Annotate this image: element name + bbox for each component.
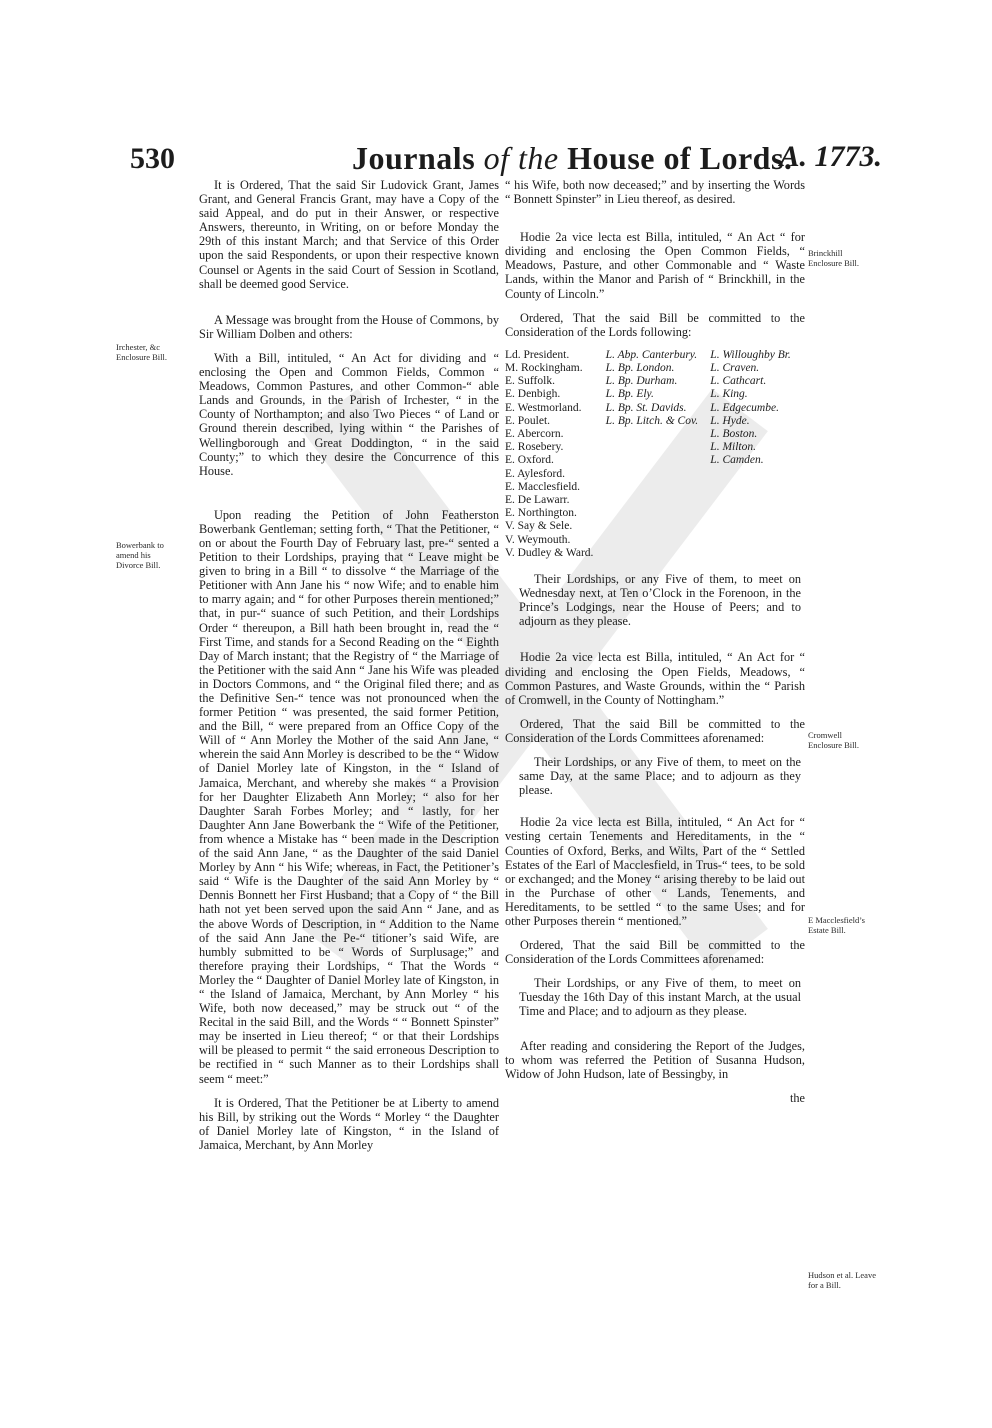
paragraph: Their Lordships, or any Five of them, to meet on the same Day, at the same Place; and to adjourn as they please.: [519, 755, 801, 798]
lord-name: L. Camden.: [710, 454, 764, 467]
lord-name: V. Say & Sele.: [505, 520, 573, 533]
lord-name: L. King.: [710, 388, 748, 401]
margin-note-cromwell: Cromwell Enclosure Bill.: [808, 730, 859, 750]
lord-name: E. Westmorland.: [505, 401, 582, 414]
lord-name: E. Northington.: [505, 507, 577, 520]
paragraph: With a Bill, intituled, “ An Act for dividing and “ enclosing the Open and Common Fields, Common “ Meadows, Common Pastures, and other Common-“ able Lands and Grounds, in the Parish of Irchester, “ in the County of Northampton; and also Two Pieces “ of Land or Ground therein described, lying within “ the Parishes of Wellingborough and Great Doddington, “ in the said County;” to which they desire the Concurrence of this House.: [199, 350, 499, 478]
paragraph: Upon reading the Petition of John Featherston Bowerbank Gentleman; setting forth, “ That the Petitioner, “ on or about the Fourth Day of February last, pre-“ sented a Petition to their Lordships, praying that “ Leave might be given to bring in a Bill “ to dissolve “ the Marriage of the Petitioner with Ann Jane his “ now Wife; and to enable him to marry again; and “ for other Purposes therein mentioned;” that, in pur-“ suance of such Petition, and their Lordships Order “ thereupon, a Bill hath been brought in, read the “ First Time, and stands for a Second Reading on the “ Eighth Day of March instant; that the Registry of “ the Marriage of the Petitioner with the said Ann “ Jane his Wife was pleaded in Doctors Commons, and “ the Original filed there; and as the Definitive Sen-“ tence was not pronounced when the former Petition “ was presented, the said former Petition, and the Bill, “ were prepared from an Office Copy of the Will of “ Ann Morley the Mother of the said Ann Jane, “ wherein the said Ann Morley is described to be the “ Widow of Daniel Morley late of Kingston, in the “ Island of Jamaica, Merchant, and whereby she makes “ a Provision for her Daughter Elizabeth Ann Morley; “ also for her Daughter Sarah Forbes Morley; and “ lastly, for her Daughter Ann Jane Bowerbank the “ Wife of the Petitioner, from whence a Mistake has “ been made in the Description of the said Ann Jane, “ as the Daughter of the said Daniel Morley by Ann “ his Wife; whereas, in Fact, the Petitioner’s said “ Wife is the Daughter of the said Ann Morley by “ Dennis Bonnett her First Husband; that a Copy of “ the Bill hath not yet been served upon the said Ann “ Jane, and as the above Words of Description, in “ Addition to the Name of the said Ann Jane the Pe-“ titioner’s said Wife, are humbly submitted to be “ Words of Surplusage;” and therefore praying their Lordships, “ That the Words “ Morley the “ Daughter of Daniel Morley late of Kingston, in “ the Island of Jamaica, Merchant, by Ann Morley “ his Wife, both now deceased,” may be struck out “ of the Recital in the said Bill, and the Words “ “ Bonnett Spinster” may be inserted in Lieu thereof; “ or that their Lordships will be pleased to permit “ the said erroneous Description to be rectified in “ such Manner as to their Lordships shall seem “ meet:”: [199, 507, 499, 1086]
page-number: 530: [130, 142, 175, 175]
title-part-journals: Journals: [352, 140, 476, 176]
paragraph: Hodie 2a vice lecta est Billa, intituled, “ An Act “ for dividing and enclosing the Open Common Fields, “ Meadows, Pasture, and other Commonable and “ Waste Lands, within the Manor and Parish of “ Brinckhill, in the County of Lincoln.”: [505, 230, 805, 301]
journal-title: [352, 140, 792, 177]
margin-note-brinckhill: Brinckhill Enclosure Bill.: [808, 248, 859, 268]
lord-name: E. Denbigh.: [505, 388, 561, 401]
lord-name: E. Abercorn.: [505, 428, 564, 441]
lord-name: L. Bp. Durham.: [605, 375, 678, 388]
lord-name: L. Bp. St. Davids.: [605, 401, 687, 414]
lord-name: L. Abp. Canterbury.: [605, 348, 698, 361]
lord-name: L. Bp. Litch. & Cov.: [605, 414, 699, 427]
paragraph: Their Lordships, or any Five of them, to meet on Tuesday the 16th Day of this instant March, at the usual Time and Place; and to adjourn as they please.: [519, 976, 801, 1019]
lord-name: E. Poulet.: [505, 414, 551, 427]
paragraph: After reading and considering the Report of the Judges, to whom was referred the Petition of Susanna Hudson, Widow of John Hudson, late of Bessingby, in: [505, 1038, 805, 1081]
lord-name: E. De Lawarr.: [505, 494, 570, 507]
paragraph: Their Lordships, or any Five of them, to meet on Wednesday next, at Ten o’Clock in the Forenoon, in the Prince’s Lodgings, near the House of Peers; and to adjourn as they please.: [519, 572, 801, 629]
title-part-house: House of Lords.: [567, 140, 793, 176]
lords-column-2: [606, 349, 707, 560]
paragraph: Ordered, That the said Bill be committed to the Consideration of the Lords Committees aforenamed:: [505, 716, 805, 745]
lord-name: E. Macclesfield.: [505, 480, 581, 493]
left-column: [199, 178, 499, 1162]
right-column: [505, 178, 805, 1105]
lord-name: L. Bp. London.: [605, 362, 675, 375]
paragraph: It is Ordered, That the said Sir Ludovick Grant, James Grant, and General Francis Grant, may have a Copy of the said Appeal, and do put in their Answer, or respective Answers, thereunto, in Writing, on or before Monday the 29th of this instant March; and that Service of this Order upon the said Respondents, or upon their respective known Counsel or Agents in the said Court of Session in Scotland, shall be deemed good Service.: [199, 178, 499, 291]
lord-name: E. Aylesford.: [505, 467, 565, 480]
paragraph: Ordered, That the said Bill be committed to the Consideration of the Lords following:: [505, 310, 805, 339]
margin-note-irchester: Irchester, &c Enclosure Bill.: [116, 342, 167, 362]
lord-name: E. Suffolk.: [505, 375, 555, 388]
lord-name: V. Dudley & Ward.: [505, 546, 594, 559]
lord-name: L. Willoughby Br.: [710, 348, 791, 361]
lord-name: L. Edgecumbe.: [710, 401, 779, 414]
margin-note-hudson: Hudson et al. Leave for a Bill.: [808, 1270, 876, 1290]
lord-name: Ld. President.: [505, 348, 570, 361]
paragraph: A Message was brought from the House of Commons, by Sir William Dolben and others:: [199, 312, 499, 341]
paragraph: “ his Wife, both now deceased;” and by inserting the Words “ Bonnett Spinster” in Lieu thereof, as desired.: [505, 178, 805, 207]
lord-name: L. Hyde.: [710, 414, 750, 427]
lord-name: L. Milton.: [710, 441, 756, 454]
paragraph: It is Ordered, That the Petitioner be at Liberty to amend his Bill, by striking out the Words “ Morley “ the Daughter of Daniel Morley late of Kingston, “ in the Island of Jamaica, Merchant, by Ann Morley: [199, 1095, 499, 1152]
paragraph: Ordered, That the said Bill be committed to the Consideration of the Lords Committees aforenamed:: [505, 938, 805, 967]
catchword: the: [789, 1090, 805, 1105]
margin-note-macclesfield: E Macclesfield’s Estate Bill.: [808, 915, 865, 935]
lord-name: E. Rosebery.: [505, 441, 564, 454]
lords-column-3: [710, 349, 805, 560]
margin-note-bowerbank: Bowerbank to amend his Divorce Bill.: [116, 540, 164, 570]
lords-committee-list: [505, 349, 805, 560]
lord-name: L. Cathcart.: [710, 375, 767, 388]
title-part-of-the: of the: [483, 140, 559, 176]
paragraph: Hodie 2a vice lecta est Billa, intituled, “ An Act for “ vesting certain Tenements and Hereditaments, in the “ Counties of Oxford, Berks, and Wilts, Part of the “ Settled Estates of the Earl of Macclesfield, in Trus-“ tees, to be sold or exchanged; and the Money “ arising thereby to be laid out in the Purchase of other “ Lands, Tenements, and Hereditaments, to be settled “ to the same Uses; and for other Purposes therein “ mentioned.”: [505, 815, 805, 928]
lord-name: L. Bp. Ely.: [605, 388, 654, 401]
lord-name: V. Weymouth.: [505, 533, 571, 546]
year: A. 1773.: [779, 140, 882, 173]
lord-name: L. Boston.: [710, 428, 758, 441]
lord-name: L. Craven.: [710, 362, 760, 375]
lords-column-1: [505, 349, 602, 560]
lord-name: M. Rockingham.: [505, 362, 583, 375]
lord-name: E. Oxford.: [505, 454, 554, 467]
paragraph: Hodie 2a vice lecta est Billa, intituled, “ An Act for “ dividing and enclosing the Open Fields, Meadows, “ Common Pastures, and Waste Grounds, within the “ Parish of Cromwell, in the County of Nottingham.”: [505, 650, 805, 707]
